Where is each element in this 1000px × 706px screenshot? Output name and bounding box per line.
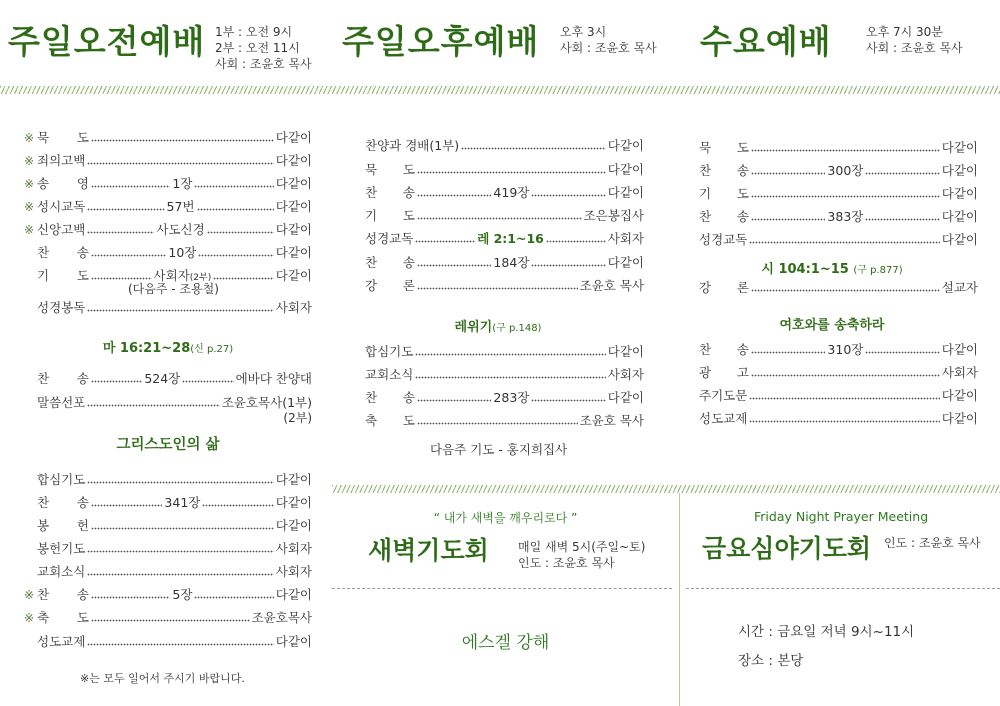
order-value: 조윤호 목사 — [579, 413, 644, 428]
order-value: 사회자 — [275, 541, 312, 556]
order-row — [352, 231, 644, 247]
order-value: 다같이 — [275, 495, 313, 510]
standing-footnote: ※는 모두 일어서 주시기 바랍니다. — [80, 672, 245, 685]
order-label: 성시교독 — [37, 199, 86, 214]
order-label: 찬 송 — [37, 245, 89, 260]
order-row — [686, 411, 978, 427]
scripture-reference: 시 104:1~15 (구 p.877) — [761, 262, 903, 277]
afternoon-sermon-title: 레위기(구 p.148) — [454, 320, 542, 335]
order-value: 사회자 — [607, 367, 644, 382]
info-line: 사회 : 조윤호 목사 — [560, 41, 657, 55]
order-label: 찬 송 — [37, 587, 89, 602]
order-mid: 341장 — [164, 495, 201, 510]
morning-service-info — [215, 24, 312, 72]
order-row — [686, 365, 978, 381]
order-value: 다같이 — [941, 163, 979, 178]
order-value: 에바다 찬양대 — [235, 371, 312, 386]
order-value: 다같이 — [607, 185, 645, 200]
info-line: 사회 : 조윤호 목사 — [866, 41, 963, 55]
order-value: 다같이 — [941, 388, 978, 403]
order-label: 신앙고백 — [37, 222, 86, 237]
order-label: 기 도 — [365, 208, 415, 223]
order-row — [24, 153, 312, 169]
order-value: 다같이 — [941, 209, 979, 224]
order-label: 강 론 — [699, 280, 749, 295]
friday-prayer-place: 장소 : 본당 — [738, 653, 804, 669]
header-divider — [0, 86, 1000, 94]
order-row — [686, 186, 978, 202]
order-row — [24, 130, 312, 146]
order-label: 교회소식 — [37, 564, 86, 579]
order-mid: 283장 — [493, 390, 530, 405]
friday-dashed-divider — [686, 588, 1000, 589]
dawn-prayer-info — [518, 539, 645, 571]
order-row — [24, 199, 312, 215]
order-mid: 1장 — [172, 176, 193, 191]
order-row — [686, 209, 978, 225]
order-label: 찬 송 — [699, 342, 749, 357]
order-mid: 184장 — [493, 255, 530, 270]
order-row — [352, 185, 644, 201]
order-mid: 사도신경 — [156, 222, 205, 237]
order-mid: 419장 — [493, 185, 530, 200]
order-row — [24, 371, 312, 387]
order-label: 성도교제 — [699, 411, 748, 426]
order-value: 다같이 — [275, 153, 312, 168]
order-value: 다같이 — [607, 390, 645, 405]
order-value: 설교자 — [941, 280, 978, 295]
order-label: 봉헌기도 — [37, 541, 86, 556]
second-service-note: (2부) — [283, 411, 312, 425]
order-row — [24, 564, 312, 580]
order-label: 찬 송 — [699, 163, 749, 178]
wednesday-service-info — [866, 24, 963, 56]
order-label: 축 도 — [37, 610, 89, 625]
order-label: 광 고 — [699, 365, 749, 380]
info-line: 사회 : 조윤호 목사 — [215, 57, 312, 71]
order-row — [686, 280, 978, 296]
stand-mark: ※ — [24, 131, 35, 145]
order-label: 찬 송 — [37, 371, 89, 386]
order-row — [24, 634, 312, 650]
friday-prayer-subtitle: Friday Night Prayer Meeting — [754, 509, 929, 524]
order-value: 다같이 — [275, 176, 313, 191]
order-row — [24, 587, 312, 603]
order-label: 묵 도 — [37, 130, 89, 145]
info-line: 인도 : 조윤호 목사 — [518, 556, 615, 570]
order-value: 사회자 — [275, 300, 312, 315]
info-line: 매일 새벽 5시(주일~토) — [518, 540, 646, 554]
order-label: 찬 송 — [699, 209, 749, 224]
order-row — [24, 222, 312, 238]
order-label: 묵 도 — [699, 140, 749, 155]
order-value: 다같이 — [941, 342, 979, 357]
stand-mark: ※ — [24, 611, 35, 625]
order-row — [686, 342, 978, 358]
morning-service-title: 주일오전예배 — [8, 22, 206, 61]
order-value: 사회자 — [275, 564, 312, 579]
order-value: 다같이 — [275, 634, 312, 649]
order-label: 강 론 — [365, 278, 415, 293]
order-mid: 5장 — [172, 587, 193, 602]
order-label: 찬양과 경배(1부) — [365, 138, 460, 153]
order-value: 다같이 — [275, 199, 312, 214]
order-value: 다같이 — [941, 232, 978, 247]
order-value: 다같이 — [275, 518, 312, 533]
order-row — [24, 300, 312, 316]
order-value: 조윤호 목사 — [579, 278, 644, 293]
order-value: 사회자 — [941, 365, 978, 380]
lower-column-separator — [679, 493, 680, 706]
order-value: 다같이 — [275, 130, 312, 145]
order-value: 다같이 — [607, 162, 644, 177]
order-row — [24, 541, 312, 557]
order-mid: 10장 — [168, 245, 197, 260]
order-value: 다같이 — [275, 472, 312, 487]
order-mid: 사회자(2부) — [153, 268, 212, 283]
order-label: 찬 송 — [365, 255, 415, 270]
wednesday-sermon-title: 여호와를 송축하라 — [779, 318, 885, 333]
order-row — [24, 176, 312, 192]
order-value: 다같이 — [941, 140, 978, 155]
order-value: 다같이 — [941, 411, 978, 426]
order-value: 다같이 — [607, 138, 644, 153]
wednesday-order-column — [686, 120, 978, 440]
order-label: 말씀선포 — [37, 395, 86, 410]
order-row — [352, 344, 644, 360]
next-prayer-note: 다음주 기도 - 홍지희집사 — [430, 442, 568, 457]
friday-prayer-time: 시간 : 금요일 저녁 9시~11시 — [738, 624, 915, 640]
order-row — [24, 472, 312, 488]
order-label: 성경교독 — [699, 232, 748, 247]
order-value: 다같이 — [275, 587, 313, 602]
order-row — [24, 395, 312, 411]
order-label: 봉 헌 — [37, 518, 89, 533]
morning-order-column — [24, 120, 312, 700]
order-row — [24, 245, 312, 261]
order-label: 교회소식 — [365, 367, 414, 382]
order-mid: 310장 — [827, 342, 864, 357]
order-row — [352, 162, 644, 178]
order-value: 다같이 — [941, 186, 978, 201]
order-label: 묵 도 — [365, 162, 415, 177]
order-row — [24, 518, 312, 534]
info-line: 1부 : 오전 9시 — [215, 25, 293, 39]
info-line: 2부 : 오전 11시 — [215, 41, 300, 55]
order-label: 기 도 — [37, 268, 89, 283]
scripture-reference: 마 16:21~28(신 p.27) — [102, 341, 234, 356]
order-label: 축 도 — [365, 413, 415, 428]
order-label: 기 도 — [699, 186, 749, 201]
order-label: 합심기도 — [365, 344, 414, 359]
order-row — [352, 255, 644, 271]
afternoon-order-column — [352, 120, 644, 470]
order-row — [352, 278, 644, 294]
order-label: 찬 송 — [365, 390, 415, 405]
order-mid: 300장 — [827, 163, 864, 178]
order-label: 성경봉독 — [37, 300, 86, 315]
order-row — [686, 388, 978, 404]
wednesday-service-title: 수요예배 — [700, 22, 832, 61]
order-value: 다같이 — [607, 255, 645, 270]
info-line: 오후 7시 30분 — [866, 25, 943, 39]
order-label: 주기도문 — [699, 388, 748, 403]
order-label: 송 영 — [37, 176, 89, 191]
order-value: 다같이 — [275, 222, 313, 237]
stand-mark: ※ — [24, 177, 35, 191]
friday-prayer-title: 금요심야기도회 — [702, 534, 872, 563]
order-label: 찬 송 — [365, 185, 415, 200]
order-label: 성경교독 — [365, 231, 414, 246]
info-line: 오후 3시 — [560, 25, 607, 39]
order-row — [352, 413, 644, 429]
order-row — [24, 495, 312, 511]
order-value: 조윤호목사 — [251, 610, 312, 625]
order-value: 다같이 — [607, 344, 644, 359]
afternoon-service-info — [560, 24, 657, 56]
order-row — [686, 163, 978, 179]
dawn-prayer-topic: 에스겔 강해 — [461, 633, 550, 653]
order-label: 찬 송 — [37, 495, 89, 510]
stand-mark: ※ — [24, 588, 35, 602]
dawn-prayer-quote: “ 내가 새벽을 깨우리로다 ” — [433, 511, 578, 525]
order-mid: 524장 — [144, 371, 181, 386]
order-mid: 57번 — [166, 199, 195, 214]
order-value: 조은봉집사 — [583, 208, 644, 223]
morning-sermon-title: 그리스도인의 삶 — [116, 437, 220, 453]
order-row — [352, 367, 644, 383]
order-row — [352, 138, 644, 154]
stand-mark: ※ — [24, 154, 35, 168]
stand-mark: ※ — [24, 223, 35, 237]
order-value: 다같이 — [275, 268, 313, 283]
lower-section-divider — [332, 485, 1000, 493]
order-row — [686, 140, 978, 156]
order-mid: 383장 — [827, 209, 864, 224]
order-row — [352, 390, 644, 406]
order-value: 조윤호목사(1부) — [221, 395, 312, 410]
afternoon-service-title: 주일오후예배 — [342, 22, 540, 61]
order-label: 합심기도 — [37, 472, 86, 487]
friday-prayer-leader: 인도 : 조윤호 목사 — [884, 536, 981, 550]
order-value: 다같이 — [275, 245, 312, 260]
order-row — [352, 208, 644, 224]
order-row — [686, 232, 978, 248]
order-mid: 레 2:1~16 — [477, 231, 544, 246]
order-label: 성도교제 — [37, 634, 86, 649]
order-value: 사회자 — [607, 231, 644, 246]
stand-mark: ※ — [24, 200, 35, 214]
order-label: 죄의고백 — [37, 153, 86, 168]
order-row — [24, 610, 312, 626]
next-prayer-note: (다음주 - 조용철) — [128, 282, 219, 296]
dawn-dashed-divider — [332, 588, 672, 589]
dawn-prayer-title: 새벽기도회 — [368, 536, 489, 565]
